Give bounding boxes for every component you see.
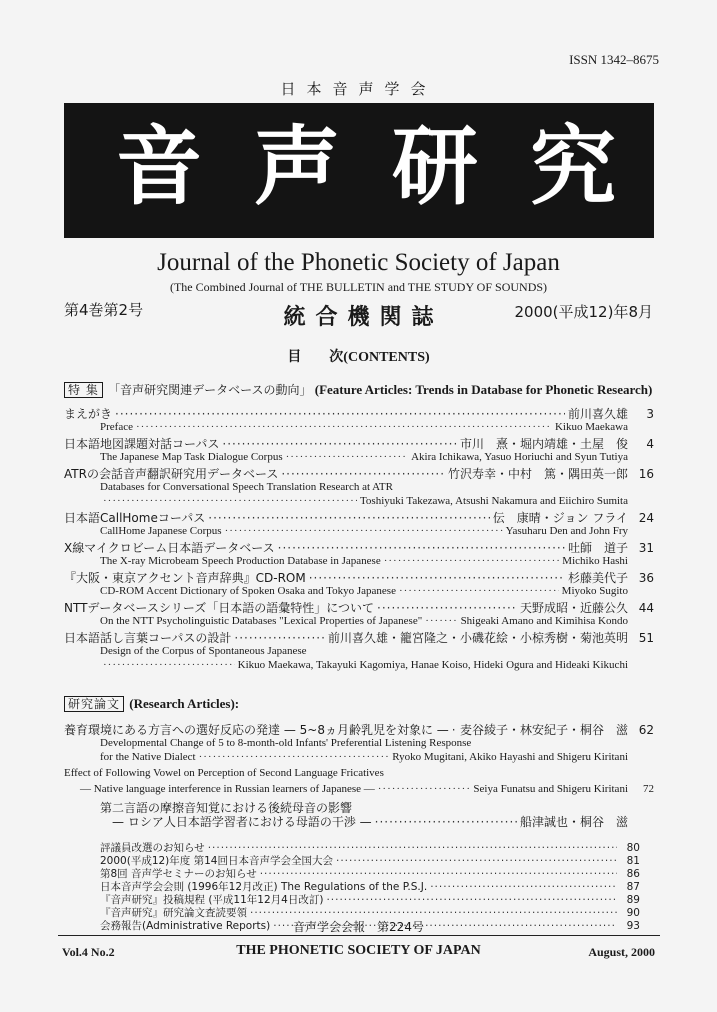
leader-dots (384, 555, 560, 567)
entry-title: 第二言語の摩擦音知覚における後続母音の影響 (100, 801, 353, 815)
leader-dots (309, 571, 565, 585)
entry-author: Kikuo Maekawa, Takayuki Kagomiya, Hanae Koiso, Hideki Ogura and Hideaki Kikuchi (237, 659, 628, 671)
entry-title: 日本語話し言葉コーパスの設計 (64, 631, 232, 645)
leader-dots (115, 407, 565, 421)
entry-title: The Japanese Map Task Dialogue Corpus (100, 451, 283, 463)
leader-dots (222, 437, 457, 451)
entry-title: 評議員改選のお知らせ (100, 842, 205, 854)
entry-page: 31 (638, 541, 654, 555)
contents-entry (100, 659, 654, 671)
entry-title: まえがき (64, 407, 113, 421)
entry-page: 3 (646, 407, 654, 421)
leader-dots (103, 495, 357, 507)
entry-author: 前川喜久雄・籠宮隆之・小磯花絵・小椋秀樹・菊池英明 (327, 631, 628, 645)
entry-author: 伝 康晴・ジョン フライ (492, 511, 628, 525)
issn-number: ISSN 1342–8675 (569, 52, 659, 67)
entry-title: Databases for Conversational Speech Translation Research at ATR (100, 481, 393, 493)
entry-page: 81 (626, 855, 640, 867)
contents-entry (100, 495, 654, 507)
contents-entry (64, 569, 654, 586)
title-banner (64, 103, 668, 238)
contents-entry (64, 629, 654, 646)
entry-author: Kikuo Maekawa (554, 421, 628, 433)
entry-author: 吐師 道子 (567, 541, 628, 555)
entry-author: Ryoko Mugitani, Akiko Hayashi and Shigeru Kiritani (392, 751, 628, 763)
entry-page: 90 (626, 907, 640, 919)
entry-title: Preface (100, 421, 133, 433)
contents-entry (100, 737, 654, 749)
leader-dots (375, 815, 517, 829)
contents-entry (64, 465, 654, 482)
entry-page: 4 (646, 437, 654, 451)
leader-dots (378, 783, 471, 795)
entry-page: 86 (626, 868, 640, 880)
footer-date: August, 2000 (588, 945, 655, 959)
entry-title: 第8回 音声学セミナーのお知らせ (100, 868, 257, 880)
research-title-en: (Research Articles): (129, 696, 240, 711)
contents-entry (100, 451, 654, 463)
entry-title: CallHome Japanese Corpus (100, 525, 222, 537)
entry-title: 会務報告(Administrative Reports) (100, 920, 271, 932)
entry-title: 『音声研究』研究論文査読要領 (100, 907, 247, 919)
contents-entry (80, 783, 654, 795)
contents-entry (64, 767, 654, 779)
entry-title: 『音声研究』投稿規程 (平成11年12月4日改訂) (100, 894, 324, 906)
entry-author: 竹沢寿幸・中村 篤・隅田英一郎 (447, 467, 628, 481)
contents-entry (112, 813, 654, 830)
entry-author: Akira Ichikawa, Yasuo Horiuchi and Syun Tutiya (411, 451, 628, 463)
entry-author: Toshiyuki Takezawa, Atsushi Nakamura and Eiichiro Sumita (359, 495, 628, 507)
entry-title: 日本語地図課題対話コーパス (64, 437, 220, 451)
contents-entry (64, 435, 654, 452)
entry-author: Seiya Funatsu and Shigeru Kiritani (473, 783, 628, 795)
feature-title-en: (Feature Articles: Trends in Database for Phonetic Research) (314, 382, 653, 397)
entry-title: for the Native Dialect (100, 751, 196, 763)
contents-entry (64, 599, 654, 616)
entry-title: — ロシア人日本語学習者における母語の干渉 — (112, 815, 372, 829)
entry-title: 養育環境にある方言への選好反応の発達 — 5~8ヵ月齢乳児を対象に — (64, 723, 449, 737)
entry-page: 93 (626, 920, 640, 932)
research-box-label: 研究論文 (64, 696, 124, 712)
entry-page: 36 (638, 571, 654, 585)
contents-entry (100, 421, 654, 433)
footer-divider (58, 935, 660, 936)
footer-society: THE PHONETIC SOCIETY OF JAPAN (236, 943, 481, 958)
combined-journal-note: (The Combined Journal of THE BULLETIN and THE STUDY OF SOUNDS) (169, 280, 548, 294)
contents-entry (100, 481, 654, 493)
entry-title: ATRの会話音声翻訳研究用データベース (64, 467, 279, 481)
leader-dots (208, 511, 490, 525)
entry-author: 杉藤美代子 (567, 571, 628, 585)
contents-heading: 目 次(CONTENTS) (287, 350, 430, 365)
entry-page: 72 (643, 783, 654, 795)
contents-entry (100, 615, 654, 627)
leader-dots (278, 541, 565, 555)
entry-page: 24 (638, 511, 654, 525)
feature-title-jp: 「音声研究関連データベースの動向」 (108, 383, 312, 397)
contents-entry (100, 751, 654, 763)
entry-title: Design of the Corpus of Spontaneous Japanese (100, 645, 307, 657)
leader-dots (234, 631, 325, 645)
volume-number-jp: 第4巻第2号 (64, 301, 144, 319)
entry-title: — Native language interference in Russian learners of Japanese — (80, 783, 375, 795)
leader-dots (425, 615, 457, 627)
leader-dots (281, 467, 445, 481)
feature-section-heading (64, 381, 652, 398)
entry-author: 市川 熹・堀内靖雄・土屋 俊 (459, 437, 628, 451)
entry-page: 80 (626, 842, 640, 854)
journal-title-en: Journal of the Phonetic Society of Japan (157, 249, 560, 276)
unified-journal-label: 統合機関誌 (283, 305, 444, 330)
contents-entry (64, 539, 654, 556)
leader-dots (377, 601, 517, 615)
entry-page: 16 (638, 467, 654, 481)
contents-entry (64, 721, 654, 738)
entry-page: 89 (626, 894, 640, 906)
entry-author: Yasuharu Den and John Fry (505, 525, 628, 537)
entry-title: Developmental Change of 5 to 8-month-old Infants' Preferential Listening Response (100, 737, 472, 749)
entry-author: Miyoko Sugito (561, 585, 628, 597)
leader-dots (199, 751, 390, 763)
entry-title: On the NTT Psycholinguistic Databases "Lexical Properties of Japanese" (100, 615, 423, 627)
contents-entry (64, 509, 654, 526)
leader-dots (399, 585, 559, 597)
contents-entry (100, 555, 654, 567)
entry-title: The X-ray Microbeam Speech Production Database in Japanese (100, 555, 381, 567)
leader-dots (452, 723, 457, 737)
entry-title: Effect of Following Vowel on Perception of Second Language Fricatives (64, 767, 384, 779)
leader-dots (225, 525, 503, 537)
entry-page: 62 (638, 723, 654, 737)
society-name-jp: 日本音声学会 (280, 80, 437, 98)
entry-title: 日本語CallHomeコーパス (64, 511, 206, 525)
contents-entry (100, 525, 654, 537)
issue-date-jp: 2000(平成12)年8月 (514, 303, 653, 321)
footer-volume: Vol.4 No.2 (62, 945, 115, 959)
entry-author: 麦谷綾子・林安紀子・桐谷 滋 (459, 723, 628, 737)
contents-entry (64, 405, 654, 422)
research-section-heading (64, 695, 239, 712)
entry-author: 前川喜久雄 (567, 407, 628, 421)
journal-title-jp: 音声研究 (116, 117, 668, 217)
entry-author: Shigeaki Amano and Kimihisa Kondo (460, 615, 628, 627)
feature-box-label: 特 集 (64, 382, 103, 398)
entry-author: 船津誠也・桐谷 滋 (519, 815, 628, 829)
entry-title: CD-ROM Accent Dictionary of Spoken Osaka and Tokyo Japanese (100, 585, 396, 597)
bulletin-note: 音声学会会報 第224号 (293, 920, 424, 934)
entry-title: X線マイクロビーム日本語データベース (64, 541, 275, 555)
entry-title: 2000(平成12)年度 第14回日本音声学会全国大会 (100, 855, 333, 867)
entry-title: 『大阪・東京アクセント音声辞典』CD-ROM (64, 571, 306, 585)
entry-author: Michiko Hashi (562, 555, 628, 567)
entry-title: 日本音声学会会則 (1996年12月改正) The Regulations of the P.S.J. (100, 881, 428, 893)
entry-page: 87 (626, 881, 640, 893)
entry-page: 51 (638, 631, 654, 645)
entry-author: 天野成昭・近藤公久 (519, 601, 628, 615)
entry-title: NTTデータベースシリーズ「日本語の語彙特性」について (64, 601, 374, 615)
leader-dots (136, 421, 552, 433)
contents-entry (100, 585, 654, 597)
entry-page: 44 (638, 601, 654, 615)
contents-entry (100, 645, 654, 657)
leader-dots (286, 451, 408, 463)
leader-dots (103, 659, 235, 671)
